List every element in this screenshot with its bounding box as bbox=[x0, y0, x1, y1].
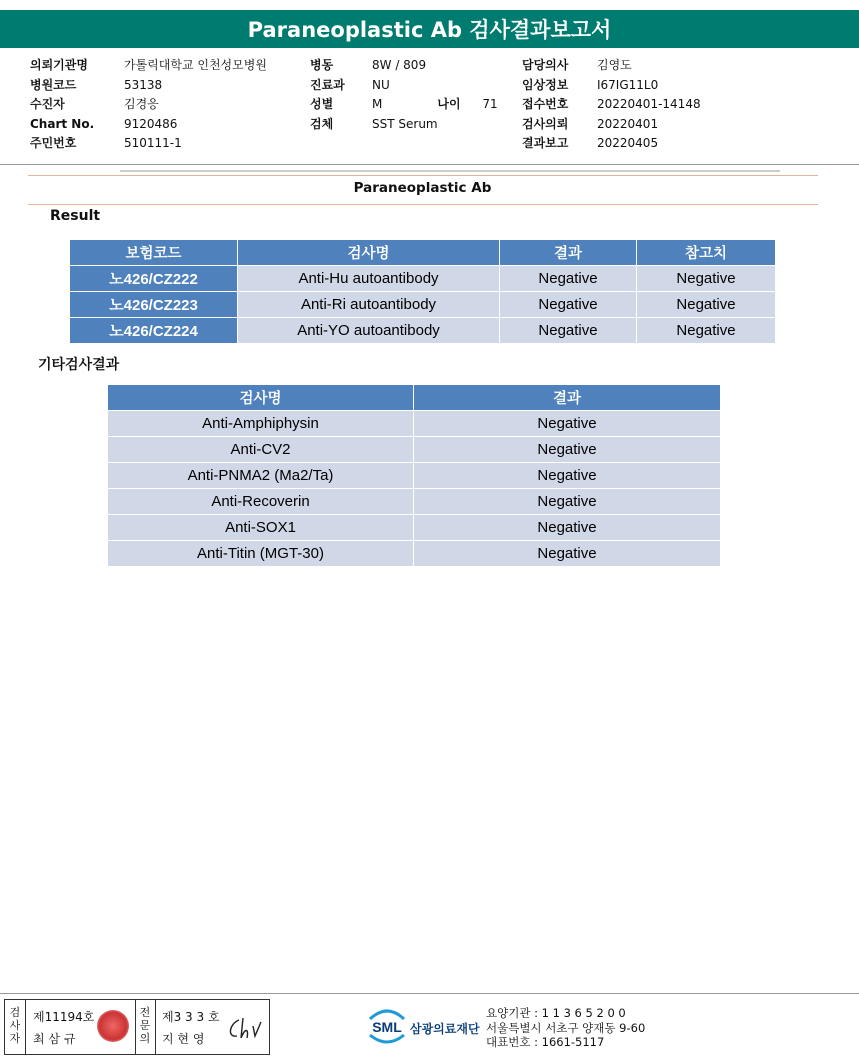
info-label: 진료과 bbox=[310, 77, 345, 92]
result-cell: Negative bbox=[414, 411, 721, 437]
org-info-line: 서울특별시 서초구 양재동 9-60 bbox=[486, 1020, 646, 1035]
result-cell: Negative bbox=[414, 489, 721, 515]
info-value: 71 bbox=[482, 97, 498, 111]
section-line-top bbox=[28, 175, 818, 176]
other-results-table bbox=[107, 384, 721, 567]
report-title: Paraneoplastic Ab 검사결과보고서 bbox=[0, 10, 859, 48]
table-header-row bbox=[70, 240, 776, 266]
info-row-request-date bbox=[522, 115, 701, 135]
result-cell: Negative bbox=[500, 318, 637, 344]
info-label: 나이 bbox=[437, 97, 461, 111]
test-name-cell: Anti-YO autoantibody bbox=[238, 318, 500, 344]
info-value: 김영도 bbox=[597, 58, 632, 72]
info-row-specimen bbox=[310, 115, 498, 135]
info-value: 510111-1 bbox=[124, 136, 182, 150]
info-value: 김경응 bbox=[124, 97, 159, 111]
org-info-line: 대표번호 : 1661-5117 bbox=[486, 1035, 605, 1049]
col-header-test-name: 검사명 bbox=[108, 385, 414, 411]
result-cell: Negative bbox=[500, 266, 637, 292]
info-row-resident-no bbox=[30, 134, 267, 154]
info-label: 검사의뢰 bbox=[522, 116, 569, 131]
info-row-hospital-code bbox=[30, 76, 267, 96]
result-table bbox=[69, 239, 776, 344]
test-name-cell: Anti-Amphiphysin bbox=[108, 411, 414, 437]
age-field bbox=[437, 95, 497, 115]
info-row-receipt-no bbox=[522, 95, 701, 115]
result-label: Result bbox=[50, 208, 101, 224]
info-label: 수진자 bbox=[30, 97, 65, 111]
inspector-license-no: 제11194호 bbox=[33, 1010, 95, 1024]
info-label: 주민번호 bbox=[30, 136, 77, 150]
table-row bbox=[70, 318, 776, 344]
info-row-chart-no bbox=[30, 115, 267, 135]
inspector-label: 검사자 bbox=[9, 1006, 21, 1045]
info-row-institution bbox=[30, 56, 267, 76]
info-row-ward bbox=[310, 56, 498, 76]
table-row bbox=[108, 411, 721, 437]
info-value: NU bbox=[372, 77, 390, 92]
info-label: 병동 bbox=[310, 58, 334, 72]
info-label: 접수번호 bbox=[522, 97, 569, 111]
logo-text: SML bbox=[372, 1019, 402, 1035]
footer-divider bbox=[0, 993, 859, 994]
divider bbox=[135, 1000, 136, 1054]
result-cell: Negative bbox=[500, 292, 637, 318]
seal-stamp-icon bbox=[97, 1010, 129, 1042]
org-info bbox=[486, 1006, 645, 1050]
table-row bbox=[108, 541, 721, 567]
doctor-label: 전문의 bbox=[139, 1006, 151, 1045]
reference-cell: Negative bbox=[637, 292, 776, 318]
info-label: Chart No. bbox=[30, 116, 95, 131]
insurance-code-cell: 노426/CZ222 bbox=[70, 266, 238, 292]
info-row-doctor bbox=[522, 56, 701, 76]
table-row bbox=[70, 266, 776, 292]
info-value: 가톨릭대학교 인천성모병원 bbox=[124, 58, 267, 72]
col-header-reference: 참고치 bbox=[637, 240, 776, 266]
col-header-result: 결과 bbox=[414, 385, 721, 411]
doctor-license-no: 제3 3 3 호 bbox=[162, 1010, 220, 1024]
section-line-bottom bbox=[28, 204, 818, 205]
result-cell: Negative bbox=[414, 515, 721, 541]
divider bbox=[155, 1000, 156, 1054]
header-divider bbox=[0, 164, 859, 165]
sml-logo-icon bbox=[366, 1005, 408, 1047]
info-value: M bbox=[372, 97, 383, 111]
other-results-label: 기타검사결과 bbox=[38, 357, 120, 373]
test-name-cell: Anti-PNMA2 (Ma2/Ta) bbox=[108, 463, 414, 489]
col-header-test-name: 검사명 bbox=[238, 240, 500, 266]
result-cell: Negative bbox=[414, 437, 721, 463]
info-value: 20220401-14148 bbox=[597, 97, 701, 111]
patient-info-col3 bbox=[522, 56, 701, 154]
signature-box bbox=[4, 999, 270, 1055]
insurance-code-cell: 노426/CZ223 bbox=[70, 292, 238, 318]
info-value: I67IG11L0 bbox=[597, 77, 659, 92]
header-divider-shadow bbox=[120, 170, 780, 172]
info-label: 검체 bbox=[310, 116, 334, 131]
section-title: Paraneoplastic Ab bbox=[353, 180, 492, 196]
info-label: 성별 bbox=[310, 97, 334, 111]
info-value: 20220401 bbox=[597, 116, 659, 131]
info-row-report-date bbox=[522, 134, 701, 154]
info-label: 임상정보 bbox=[522, 77, 569, 92]
table-row bbox=[70, 292, 776, 318]
info-row-clinical-info bbox=[522, 76, 701, 96]
table-header-row bbox=[108, 385, 721, 411]
test-name-cell: Anti-Recoverin bbox=[108, 489, 414, 515]
org-info-line: 요양기관 : 1 1 3 6 5 2 0 0 bbox=[486, 1006, 626, 1020]
info-row-department bbox=[310, 76, 498, 96]
info-value: 53138 bbox=[124, 77, 163, 92]
info-label: 결과보고 bbox=[522, 136, 569, 150]
table-row bbox=[108, 515, 721, 541]
info-value: 20220405 bbox=[597, 136, 659, 150]
test-name-cell: Anti-Titin (MGT-30) bbox=[108, 541, 414, 567]
result-cell: Negative bbox=[414, 463, 721, 489]
col-header-result: 결과 bbox=[500, 240, 637, 266]
col-header-insurance-code: 보험코드 bbox=[70, 240, 238, 266]
info-label: 의뢰기관명 bbox=[30, 58, 88, 72]
insurance-code-cell: 노426/CZ224 bbox=[70, 318, 238, 344]
info-row-patient bbox=[30, 95, 267, 115]
info-row-sex-age bbox=[310, 95, 498, 115]
table-row bbox=[108, 437, 721, 463]
info-value: 9120486 bbox=[124, 116, 178, 131]
divider bbox=[25, 1000, 26, 1054]
test-name-cell: Anti-Hu autoantibody bbox=[238, 266, 500, 292]
doctor-name: 지 현 영 bbox=[162, 1032, 205, 1046]
test-name-cell: Anti-Ri autoantibody bbox=[238, 292, 500, 318]
org-name: 삼광의료재단 bbox=[410, 1022, 480, 1036]
info-label: 병원코드 bbox=[30, 77, 77, 92]
reference-cell: Negative bbox=[637, 266, 776, 292]
info-label: 담당의사 bbox=[522, 58, 569, 72]
info-value: SST Serum bbox=[372, 116, 438, 131]
inspector-name: 최 삼 규 bbox=[33, 1032, 76, 1046]
table-row bbox=[108, 489, 721, 515]
table-row bbox=[108, 463, 721, 489]
test-name-cell: Anti-SOX1 bbox=[108, 515, 414, 541]
signature-icon bbox=[225, 1014, 263, 1044]
test-name-cell: Anti-CV2 bbox=[108, 437, 414, 463]
result-cell: Negative bbox=[414, 541, 721, 567]
patient-info-col2 bbox=[310, 56, 498, 134]
info-value: 8W / 809 bbox=[372, 58, 427, 72]
reference-cell: Negative bbox=[637, 318, 776, 344]
patient-info-col1 bbox=[30, 56, 267, 154]
